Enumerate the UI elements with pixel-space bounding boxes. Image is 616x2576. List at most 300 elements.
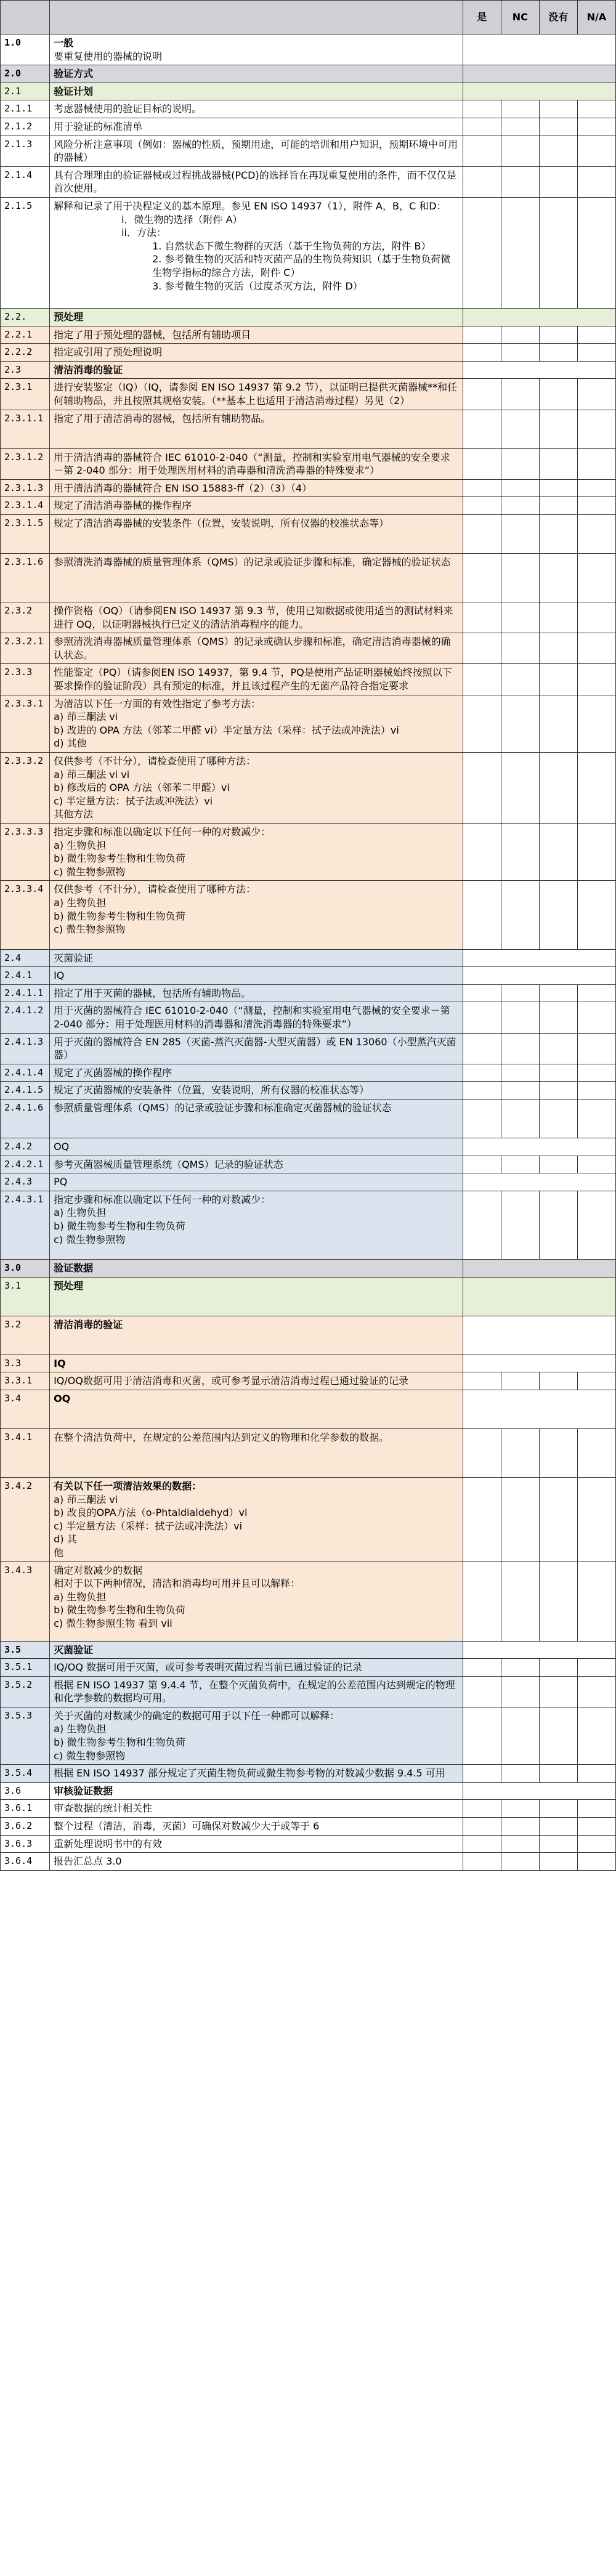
checklist-row — [1, 823, 616, 880]
check-nc[interactable] — [501, 1477, 539, 1561]
subsection-title: OQ — [50, 1390, 463, 1428]
row-number: 2.4.3.1 — [1, 1191, 50, 1259]
check-na[interactable] — [577, 1064, 615, 1082]
check-na[interactable] — [577, 1818, 615, 1836]
check-nc[interactable] — [501, 1428, 539, 1477]
check-nc[interactable] — [501, 1191, 539, 1259]
check-none[interactable] — [539, 1191, 577, 1259]
subsection-row — [1, 1173, 616, 1191]
row-description: 在整个清洁负荷中，在规定的公差范围内达到定义的物理和化学参数的数据。 — [50, 1428, 463, 1477]
check-yes[interactable] — [463, 695, 501, 752]
row-number: 3.4.2 — [1, 1477, 50, 1561]
row-text: 其他方法 — [54, 808, 94, 820]
check-nc[interactable] — [501, 633, 539, 664]
check-na[interactable] — [577, 326, 615, 344]
check-na[interactable] — [577, 664, 615, 695]
check-na[interactable] — [577, 197, 615, 308]
header-description-col — [50, 1, 463, 34]
row-number: 1.0 — [1, 34, 50, 65]
subsection-title: OQ — [50, 1138, 463, 1156]
check-na[interactable] — [577, 1707, 615, 1764]
check-cell-empty — [463, 1316, 615, 1355]
check-cell-empty — [463, 949, 615, 967]
row-number: 2.3.3.3 — [1, 823, 50, 880]
section-title: 验证数据 — [50, 1260, 463, 1278]
row-text: 3. 参考微生物的灭活（过度杀灭方法，附件 D） — [152, 280, 363, 292]
check-nc[interactable] — [501, 1818, 539, 1836]
checklist-row — [1, 664, 616, 695]
check-none[interactable] — [539, 1002, 577, 1033]
row-text: c) 微生物参照物 — [54, 1749, 126, 1762]
check-cell-empty — [463, 1277, 615, 1316]
check-nc[interactable] — [501, 1002, 539, 1033]
check-none[interactable] — [539, 166, 577, 197]
check-yes[interactable] — [463, 1428, 501, 1477]
checklist-row — [1, 1765, 616, 1783]
check-yes[interactable] — [463, 1800, 501, 1818]
check-na[interactable] — [577, 1477, 615, 1561]
check-none[interactable] — [539, 695, 577, 752]
check-na[interactable] — [577, 410, 615, 448]
check-yes[interactable] — [463, 479, 501, 497]
row-number: 3.6 — [1, 1782, 50, 1800]
subsection-title: 灭菌验证 — [50, 949, 463, 967]
check-nc[interactable] — [501, 984, 539, 1002]
checklist-row — [1, 497, 616, 515]
checklist-row — [1, 1191, 616, 1259]
check-nc[interactable] — [501, 554, 539, 602]
checklist-row — [1, 344, 616, 362]
checklist-row — [1, 881, 616, 949]
check-nc[interactable] — [501, 1659, 539, 1677]
check-na[interactable] — [577, 379, 615, 410]
checklist-row — [1, 100, 616, 118]
check-none[interactable] — [539, 1156, 577, 1173]
check-yes[interactable] — [463, 379, 501, 410]
row-number: 3.4.1 — [1, 1428, 50, 1477]
subsection-row — [1, 1355, 616, 1372]
check-nc[interactable] — [501, 664, 539, 695]
row-number: 2.3.2.1 — [1, 633, 50, 664]
check-nc[interactable] — [501, 602, 539, 633]
checklist-row — [1, 1676, 616, 1707]
row-description: 进行安装鉴定（IQ）（IQ，请参阅 EN ISO 14937 第 9.2 节），以证明已提供灭菌器械**和任何辅助物品，并且按照其规格安装。（**基本上也适用于清洁消毒过程）另见（2） — [50, 379, 463, 410]
row-description: 用于验证的标准清单 — [50, 118, 463, 136]
check-na[interactable] — [577, 984, 615, 1002]
row-number: 2.3.1.4 — [1, 497, 50, 515]
check-yes[interactable] — [463, 984, 501, 1002]
row-text: c) 微生物参照物 — [54, 1233, 126, 1245]
check-yes[interactable] — [463, 1191, 501, 1259]
row-number: 3.5 — [1, 1641, 50, 1659]
row-text: d) 其 — [54, 1533, 77, 1545]
check-none[interactable] — [539, 1707, 577, 1764]
row-text: c) 半定量方法（采样：拭子法或冲洗法）vi — [54, 1520, 243, 1532]
check-none[interactable] — [539, 1853, 577, 1871]
check-yes[interactable] — [463, 664, 501, 695]
row-text: 指定步骤和标准以确定以下任何一种的对数减少： — [54, 825, 271, 838]
check-nc[interactable] — [501, 752, 539, 823]
row-text: b) 修改后的 OPA 方法（邻苯二甲醛）vi — [54, 782, 230, 794]
check-yes[interactable] — [463, 1082, 501, 1100]
subsection-row — [1, 309, 616, 326]
check-none[interactable] — [539, 197, 577, 308]
check-none[interactable] — [539, 602, 577, 633]
section-row — [1, 34, 616, 65]
row-description — [50, 1707, 463, 1764]
check-yes[interactable] — [463, 118, 501, 136]
check-none[interactable] — [539, 410, 577, 448]
check-yes[interactable] — [463, 448, 501, 479]
check-na[interactable] — [577, 515, 615, 554]
check-yes[interactable] — [463, 136, 501, 166]
check-nc[interactable] — [501, 1100, 539, 1138]
check-na[interactable] — [577, 166, 615, 197]
checklist-row — [1, 326, 616, 344]
row-number: 2.1.1 — [1, 100, 50, 118]
row-text: b) 微生物参考生物和生物负荷 — [54, 910, 185, 922]
row-number: 3.4 — [1, 1390, 50, 1428]
row-text: 1. 自然状态下微生物群的灭活（基于生物负荷的方法，附件 B） — [152, 240, 431, 252]
check-none[interactable] — [539, 1428, 577, 1477]
row-description: 考虑器械使用的验证目标的说明。 — [50, 100, 463, 118]
check-nc[interactable] — [501, 695, 539, 752]
check-na[interactable] — [577, 1156, 615, 1173]
check-yes[interactable] — [463, 197, 501, 308]
check-nc[interactable] — [501, 1033, 539, 1064]
checklist-row — [1, 1372, 616, 1390]
check-cell-empty — [463, 1260, 615, 1278]
checklist-row — [1, 602, 616, 633]
check-none[interactable] — [539, 881, 577, 949]
subsection-title: 清洁消毒的验证 — [50, 361, 463, 379]
row-number: 2.3.1 — [1, 379, 50, 410]
check-yes[interactable] — [463, 515, 501, 554]
checklist-row — [1, 1853, 616, 1871]
check-na[interactable] — [577, 1100, 615, 1138]
check-none[interactable] — [539, 823, 577, 880]
check-na[interactable] — [577, 1561, 615, 1641]
checklist-row — [1, 1659, 616, 1677]
checklist-row — [1, 1818, 616, 1836]
check-none[interactable] — [539, 344, 577, 362]
check-none[interactable] — [539, 1800, 577, 1818]
check-yes[interactable] — [463, 1765, 501, 1783]
check-nc[interactable] — [501, 1853, 539, 1871]
check-nc[interactable] — [501, 1800, 539, 1818]
subsection-title: 预处理 — [50, 1277, 463, 1316]
check-yes[interactable] — [463, 752, 501, 823]
check-none[interactable] — [539, 1100, 577, 1138]
check-nc[interactable] — [501, 1082, 539, 1100]
row-text: c) 微生物参照物 — [54, 923, 126, 936]
check-na[interactable] — [577, 100, 615, 118]
check-na[interactable] — [577, 1191, 615, 1259]
check-nc[interactable] — [501, 448, 539, 479]
row-description — [50, 197, 463, 308]
check-cell-empty — [463, 967, 615, 985]
check-yes[interactable] — [463, 823, 501, 880]
row-description: 指定或引用了预处理说明 — [50, 344, 463, 362]
check-na[interactable] — [577, 695, 615, 752]
check-none[interactable] — [539, 100, 577, 118]
row-text: a) 茚三酮法 vi vi — [54, 768, 130, 780]
row-number: 3.6.4 — [1, 1853, 50, 1871]
row-number: 2.4.2 — [1, 1138, 50, 1156]
check-none[interactable] — [539, 379, 577, 410]
row-description — [50, 1561, 463, 1641]
row-text: a) 生物负担 — [54, 1590, 107, 1603]
check-nc[interactable] — [501, 1372, 539, 1390]
checklist-row — [1, 1561, 616, 1641]
check-yes[interactable] — [463, 1064, 501, 1082]
check-none[interactable] — [539, 118, 577, 136]
row-text: 指定步骤和标准以确定以下任何一种的对数减少： — [54, 1193, 271, 1205]
checklist-row — [1, 1033, 616, 1064]
check-na[interactable] — [577, 1082, 615, 1100]
check-na[interactable] — [577, 497, 615, 515]
row-text: c) 半定量方法：拭子法或冲洗法）vi — [54, 795, 213, 807]
check-na[interactable] — [577, 448, 615, 479]
row-description: 参照质量管理体系（QMS）的记录或验证步骤和标准确定灭菌器械的验证状态 — [50, 1100, 463, 1138]
check-none[interactable] — [539, 479, 577, 497]
checklist-row — [1, 752, 616, 823]
check-na[interactable] — [577, 602, 615, 633]
header-number-col — [1, 1, 50, 34]
checklist-row — [1, 197, 616, 308]
check-none[interactable] — [539, 633, 577, 664]
check-yes[interactable] — [463, 881, 501, 949]
checklist-row — [1, 136, 616, 166]
header-yes: 是 — [463, 1, 501, 34]
check-na[interactable] — [577, 1800, 615, 1818]
check-yes[interactable] — [463, 554, 501, 602]
row-description: IQ/OQ数据可用于清洁消毒和灭菌，或可参考显示清洁消毒过程已通过验证的记录 — [50, 1372, 463, 1390]
check-nc[interactable] — [501, 497, 539, 515]
subsection-row — [1, 949, 616, 967]
check-yes[interactable] — [463, 1156, 501, 1173]
row-description: 指定了用于预处理的器械，包括所有辅助项目 — [50, 326, 463, 344]
check-na[interactable] — [577, 1033, 615, 1064]
check-na[interactable] — [577, 479, 615, 497]
check-na[interactable] — [577, 1676, 615, 1707]
check-na[interactable] — [577, 1853, 615, 1871]
check-yes[interactable] — [463, 1561, 501, 1641]
check-nc[interactable] — [501, 118, 539, 136]
row-description: 重新处理说明书中的有效 — [50, 1835, 463, 1853]
row-text: 仅供参考（不计分），请检查使用了哪种方法： — [54, 755, 256, 767]
check-yes[interactable] — [463, 1033, 501, 1064]
row-description: 规定了清洁消毒器械的操作程序 — [50, 497, 463, 515]
checklist-row — [1, 515, 616, 554]
check-cell-empty — [463, 34, 615, 65]
row-number: 3.6.3 — [1, 1835, 50, 1853]
check-cell-empty — [463, 65, 615, 83]
row-number: 2.4.1.1 — [1, 984, 50, 1002]
row-description — [50, 823, 463, 880]
check-yes[interactable] — [463, 1707, 501, 1764]
checklist-row — [1, 1800, 616, 1818]
check-nc[interactable] — [501, 1064, 539, 1082]
check-nc[interactable] — [501, 197, 539, 308]
check-nc[interactable] — [501, 823, 539, 880]
row-number: 3.2 — [1, 1316, 50, 1355]
check-nc[interactable] — [501, 326, 539, 344]
row-number: 2.1.5 — [1, 197, 50, 308]
row-number: 3.5.4 — [1, 1765, 50, 1783]
subsection-row — [1, 1641, 616, 1659]
check-nc[interactable] — [501, 344, 539, 362]
checklist-row — [1, 1064, 616, 1082]
row-number: 2.4.1.6 — [1, 1100, 50, 1138]
check-nc[interactable] — [501, 1561, 539, 1641]
row-number: 2.3.1.1 — [1, 410, 50, 448]
row-number: 2.3.3.4 — [1, 881, 50, 949]
check-nc[interactable] — [501, 166, 539, 197]
check-none[interactable] — [539, 1033, 577, 1064]
row-number: 2.1.3 — [1, 136, 50, 166]
subsection-row — [1, 967, 616, 985]
row-number: 2.2.1 — [1, 326, 50, 344]
check-yes[interactable] — [463, 1002, 501, 1033]
row-number: 2.1.2 — [1, 118, 50, 136]
check-nc[interactable] — [501, 1765, 539, 1783]
subsection-title: 灭菌验证 — [50, 1641, 463, 1659]
check-na[interactable] — [577, 344, 615, 362]
row-text: 为清洁以下任一方面的有效性指定了参考方法： — [54, 697, 261, 710]
check-none[interactable] — [539, 515, 577, 554]
check-na[interactable] — [577, 752, 615, 823]
header-na: N/A — [577, 1, 615, 34]
check-none[interactable] — [539, 1477, 577, 1561]
check-none[interactable] — [539, 554, 577, 602]
check-nc[interactable] — [501, 379, 539, 410]
check-yes[interactable] — [463, 633, 501, 664]
check-nc[interactable] — [501, 1676, 539, 1707]
subsection-row — [1, 1316, 616, 1355]
row-text: 确定对数减少的数据 — [54, 1564, 143, 1576]
check-yes[interactable] — [463, 1372, 501, 1390]
check-none[interactable] — [539, 326, 577, 344]
section-title: 验证方式 — [50, 65, 463, 83]
check-none[interactable] — [539, 448, 577, 479]
check-nc[interactable] — [501, 100, 539, 118]
row-text: a) 茚三酮法 vi — [54, 1493, 118, 1505]
check-na[interactable] — [577, 136, 615, 166]
check-nc[interactable] — [501, 1156, 539, 1173]
check-nc[interactable] — [501, 881, 539, 949]
row-text: i．微生物的选择（附件 A） — [121, 213, 243, 225]
check-yes[interactable] — [463, 1477, 501, 1561]
row-text: b) 改良的OPA方法（o-Phtaldialdehyd）vi — [54, 1507, 248, 1519]
check-nc[interactable] — [501, 479, 539, 497]
check-cell-empty — [463, 1355, 615, 1372]
check-none[interactable] — [539, 1818, 577, 1836]
check-none[interactable] — [539, 1561, 577, 1641]
checklist-row — [1, 166, 616, 197]
check-none[interactable] — [539, 1835, 577, 1853]
row-number: 2.2. — [1, 309, 50, 326]
check-na[interactable] — [577, 823, 615, 880]
check-na[interactable] — [577, 881, 615, 949]
row-description: 参照清洗消毒器械的质量管理体系（QMS）的记录或验证步骤和标准，确定器械的验证状态 — [50, 554, 463, 602]
check-na[interactable] — [577, 1659, 615, 1677]
check-yes[interactable] — [463, 1835, 501, 1853]
row-description: 审查数据的统计相关性 — [50, 1800, 463, 1818]
row-text: 仅供参考（不计分），请检查使用了哪种方法： — [54, 883, 256, 896]
check-na[interactable] — [577, 1428, 615, 1477]
row-description — [50, 34, 463, 65]
check-yes[interactable] — [463, 344, 501, 362]
row-description: 根据 EN ISO 14937 第 9.4.4 节，在整个灭菌负荷中，在规定的公差范围内达到规定的物理和化学参数的数据均可用。 — [50, 1676, 463, 1707]
row-number: 2.3 — [1, 361, 50, 379]
checklist-row — [1, 448, 616, 479]
check-na[interactable] — [577, 1002, 615, 1033]
check-none[interactable] — [539, 984, 577, 1002]
check-none[interactable] — [539, 1676, 577, 1707]
check-na[interactable] — [577, 118, 615, 136]
check-yes[interactable] — [463, 410, 501, 448]
check-na[interactable] — [577, 633, 615, 664]
check-na[interactable] — [577, 1835, 615, 1853]
check-yes[interactable] — [463, 1100, 501, 1138]
subsection-title: 清洁消毒的验证 — [50, 1316, 463, 1355]
check-none[interactable] — [539, 1765, 577, 1783]
row-text: c) 微生物参照物 — [54, 865, 126, 878]
check-nc[interactable] — [501, 1835, 539, 1853]
subsection-row — [1, 361, 616, 379]
check-none[interactable] — [539, 1372, 577, 1390]
check-none[interactable] — [539, 664, 577, 695]
check-none[interactable] — [539, 497, 577, 515]
check-yes[interactable] — [463, 1659, 501, 1677]
check-yes[interactable] — [463, 166, 501, 197]
row-number: 3.3.1 — [1, 1372, 50, 1390]
subsection-title: 预处理 — [50, 309, 463, 326]
row-number: 2.2.2 — [1, 344, 50, 362]
checklist-row — [1, 633, 616, 664]
row-description — [50, 1477, 463, 1561]
check-yes[interactable] — [463, 602, 501, 633]
check-na[interactable] — [577, 554, 615, 602]
row-number: 2.4.2.1 — [1, 1156, 50, 1173]
check-na[interactable] — [577, 1372, 615, 1390]
row-description: 用于清洁消毒的器械符合 EN ISO 15883-ff（2）（3）（4） — [50, 479, 463, 497]
check-none[interactable] — [539, 1064, 577, 1082]
row-number: 2.3.1.5 — [1, 515, 50, 554]
check-none[interactable] — [539, 1659, 577, 1677]
check-nc[interactable] — [501, 410, 539, 448]
check-yes[interactable] — [463, 326, 501, 344]
row-number: 3.3 — [1, 1355, 50, 1372]
row-number: 2.4.1.5 — [1, 1082, 50, 1100]
check-na[interactable] — [577, 1765, 615, 1783]
check-none[interactable] — [539, 136, 577, 166]
check-yes[interactable] — [463, 1676, 501, 1707]
checklist-row — [1, 1156, 616, 1173]
check-none[interactable] — [539, 752, 577, 823]
check-nc[interactable] — [501, 136, 539, 166]
check-nc[interactable] — [501, 1707, 539, 1764]
check-yes[interactable] — [463, 100, 501, 118]
check-nc[interactable] — [501, 515, 539, 554]
check-yes[interactable] — [463, 1818, 501, 1836]
check-none[interactable] — [539, 1082, 577, 1100]
check-yes[interactable] — [463, 1853, 501, 1871]
row-number: 2.1 — [1, 83, 50, 100]
row-text: a) 生物负担 — [54, 1207, 107, 1219]
check-yes[interactable] — [463, 497, 501, 515]
